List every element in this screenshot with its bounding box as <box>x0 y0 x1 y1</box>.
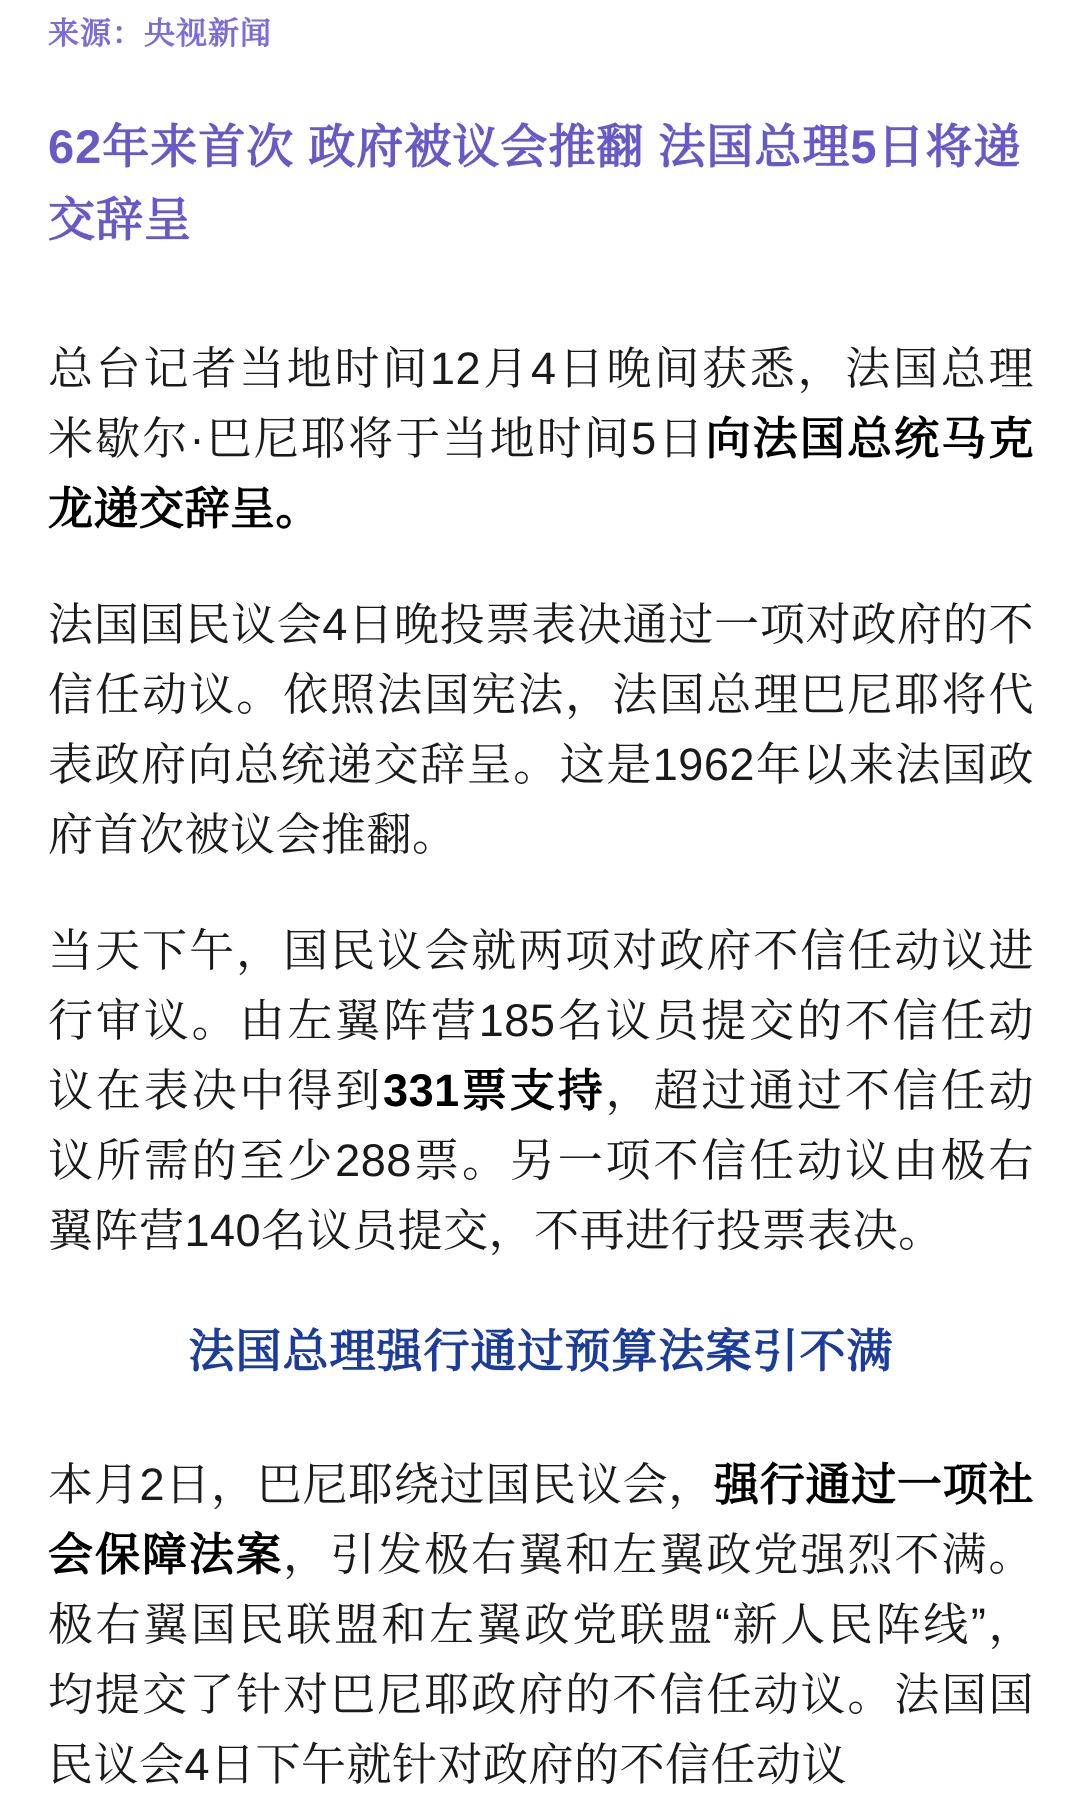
text-run: ，引发极右翼和左翼政党强烈不满。极右翼国民联盟和左翼政党联盟“新人民阵线”，均提交了针对巴尼耶政府的不信任动议。法国国民议会4日下午就针对政府的不信任动议 <box>48 1529 1034 1790</box>
text-run: 当天下午，国民议会就两项对政府不信任动议进行审议。由左翼阵营185名议员提交的不信任动议在表决中得到 <box>48 925 1034 1116</box>
bold-text-run: 法国总理强行通过预算法案引不满 <box>188 1325 894 1377</box>
section-subheading <box>48 1316 1034 1386</box>
article-paragraph <box>48 1450 1034 1800</box>
article-headline: 62年来首次 政府被议会推翻 法国总理5日将递交辞呈 <box>48 120 1022 246</box>
bold-text-run: 强行通过一项社会保障法案 <box>48 1459 1034 1580</box>
text-run: ，超过通过不信任动议所需的至少288票。另一项不信任动议由极右翼阵营140名议员提交，不再进行投票表决。 <box>48 1065 1034 1256</box>
article-paragraph <box>48 590 1034 870</box>
bold-text-run: 向法国总统马克龙递交辞呈。 <box>48 413 1034 534</box>
bold-text-run: 331票支持 <box>383 1065 606 1116</box>
article-paragraph <box>48 916 1034 1266</box>
text-run: 法国国民议会4日晚投票表决通过一项对政府的不信任动议。依照法国宪法，法国总理巴尼耶将代表政府向总统递交辞呈。这是1962年以来法国政府首次被议会推翻。 <box>48 599 1034 860</box>
text-run: 本月2日，巴尼耶绕过国民议会， <box>48 1459 715 1510</box>
text-run: 总台记者当地时间12月4日晚间获悉，法国总理米歇尔·巴尼耶将于当地时间5日 <box>48 343 1034 464</box>
article-source: 来源：央视新闻 <box>48 16 272 51</box>
article-body <box>48 334 1034 1800</box>
article-paragraph <box>48 334 1034 544</box>
